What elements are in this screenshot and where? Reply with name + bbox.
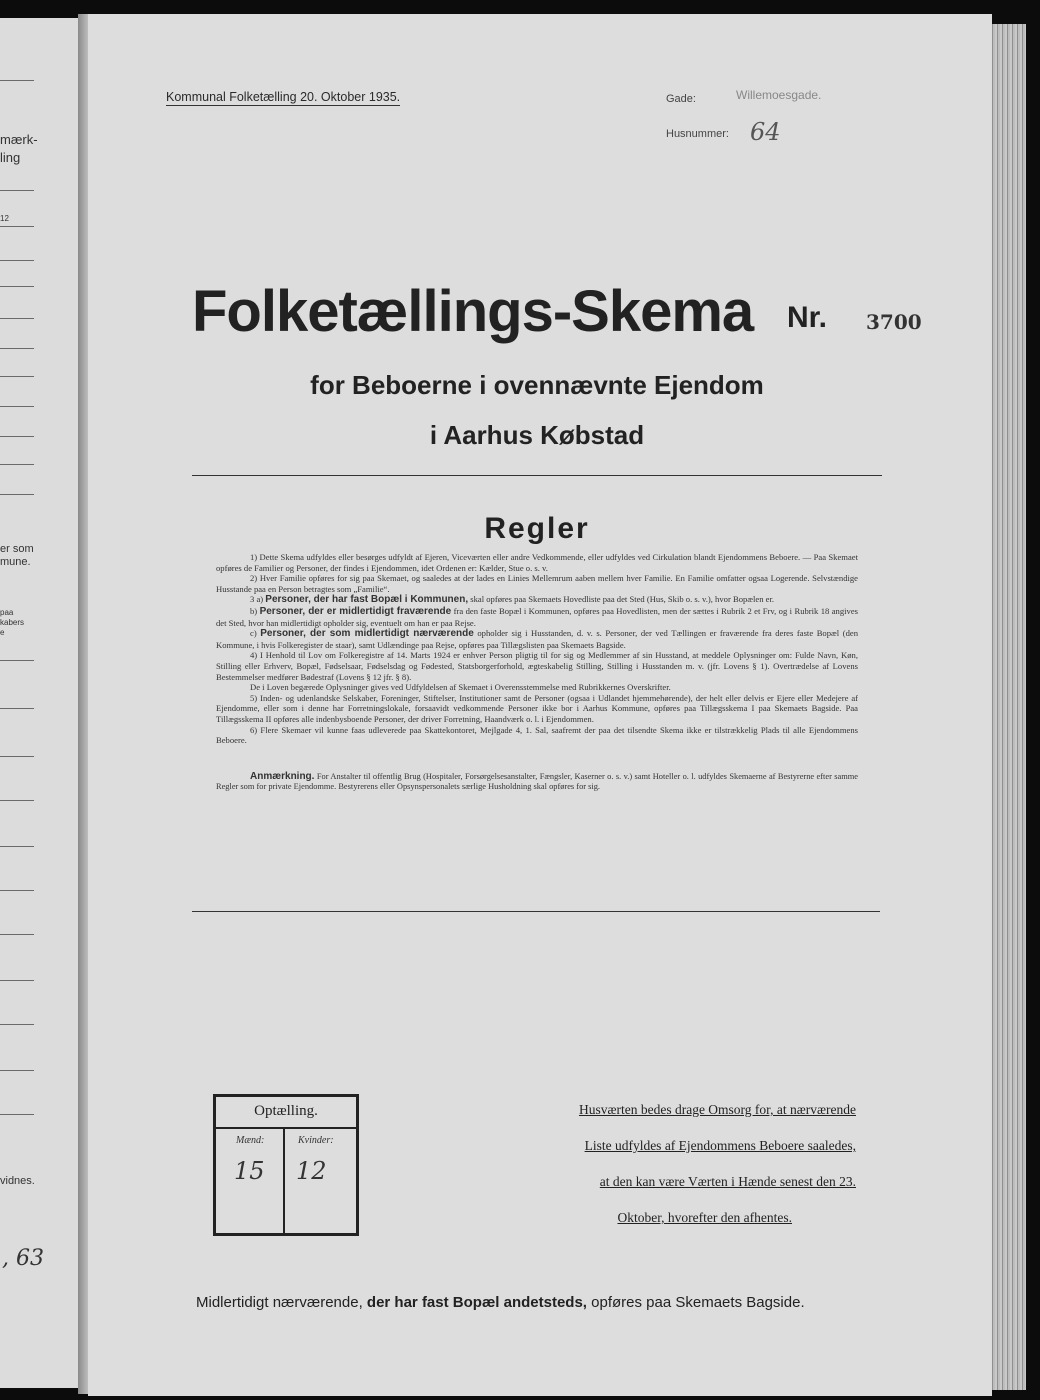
facing-page-text: mune. [0, 556, 31, 568]
count-box-title: Optælling. [254, 1103, 318, 1119]
ruled-line [0, 464, 34, 465]
ruled-line [0, 708, 34, 709]
rule-3c [216, 628, 858, 650]
ruled-line [0, 494, 34, 495]
count-box-separator [216, 1127, 356, 1129]
ruled-line [0, 436, 34, 437]
ruled-line [0, 190, 34, 191]
facing-page-text: kabers [0, 618, 25, 627]
facing-page-text: e [0, 628, 5, 637]
rule-3a [216, 594, 858, 606]
rule-prefix: c) [250, 628, 257, 639]
rule-text: opholder sig i Husstanden, d. v. s. Personer, der ved Tællingen er fraværende fra deres faste Bopæl (den Kommune, i hvis Folkeregister de staar), samt Udlændinge paa Rejse, opføres paa Tillægslisten paa Skemaets Bagside. [216, 628, 858, 650]
footer-part-3: opføres paa Skemaets Bagside. [591, 1294, 805, 1311]
rule-3b [216, 606, 858, 628]
women-label: Kvinder: [298, 1135, 334, 1146]
count-box [213, 1094, 359, 1236]
facing-page-fragment [0, 18, 80, 1388]
ruled-line [0, 376, 34, 377]
rule-4b: De i Loven begærede Oplysninger gives ved Udfyldelsen af Skemaet i Overensstemmelse med Rubrikkernes Overskrifter. [250, 682, 671, 693]
facing-page-text: 12 [0, 214, 9, 223]
facing-page-text: mærk- [0, 132, 38, 147]
form-subtitle-line1: for Beboerne i ovennævnte Ejendom [310, 370, 764, 400]
rule-prefix: b) [250, 605, 258, 616]
remark-label: Anmærkning. [250, 770, 315, 782]
facing-page-text: er som [0, 543, 34, 555]
rule-prefix: 3 a) [250, 594, 264, 605]
rule-1: 1) Dette Skema udfyldes eller besørges udfyldt af Ejeren, Viceværten eller andre Vedkommende, eller udfyldes ved Cirkulation blandt Ejendommens Beboere. — Paa Skemaet opføres de Familier og Personer, der findes i Ejendommen, idet Ordenen er: Kælder, Stue o. s. v. [216, 552, 858, 573]
instruction-line-1: Husværten bedes drage Omsorg for, at nærværende [578, 1102, 856, 1117]
street-label: Gade: [666, 93, 696, 105]
page-edges [990, 24, 1026, 1390]
instruction-line-4: Oktober, hvorefter den afhentes. [617, 1210, 792, 1225]
instruction-line-3: at den kan være Værten i Hænde senest den 23. [599, 1174, 856, 1189]
footer-part-2: der har fast Bopæl andetsteds, [366, 1294, 587, 1311]
form-subtitle-line2: i Aarhus Købstad [429, 420, 645, 450]
footer-note [196, 1294, 805, 1311]
rule-emphasis: Personer, der som midlertidigt nærværende [260, 628, 474, 640]
facing-page-text: ling [0, 150, 21, 165]
ruled-line [0, 80, 34, 81]
ruled-line [0, 846, 34, 847]
census-title: Kommunal Folketælling 20. Oktober 1935. [166, 90, 401, 104]
house-number-value: 64 [750, 118, 781, 146]
street-value: Willemoesgade. [736, 88, 822, 102]
divider [192, 475, 882, 476]
ruled-line [0, 1070, 34, 1071]
ruled-line [0, 226, 34, 227]
ruled-line [0, 980, 34, 981]
rule-text: fra den faste Bopæl i Kommunen, opføres paa Hovedlisten, men der sættes i Rubrik 2 et Frv, og i Rubrik 18 angives det Sted, hvor han midlertidigt opholder sig, eventuelt om han er paa Rejse. [216, 605, 858, 628]
remark-text: For Anstalter til offentlig Brug (Hospitaler, Forsørgelsesanstalter, Fængsler, Kaserner o. s. v.) samt Hoteller o. l. udfyldes Skemaerne af Bestyrerne efter samme Regler som for private Ejendomme. Bestyrerens eller Opsynspersonalets særlige Husholdning skal opføres for sig. [216, 771, 858, 792]
rule-6: 6) Flere Skemaer vil kunne faas udleverede paa Skattekontoret, Mejlgade 4, 1. Sal, saafremt der paa det tilsendte Skema ikke er tilstrækkelig Plads til alle Ejendommens Beboere. [216, 724, 858, 746]
remark [216, 772, 858, 793]
count-box-column-separator [283, 1127, 285, 1233]
ruled-line [0, 1024, 34, 1025]
ruled-line [0, 890, 34, 891]
handwritten-page-number: , 63 [2, 1246, 44, 1271]
ruled-line [0, 660, 34, 661]
facing-page-text: paa [0, 608, 14, 617]
ruled-line [0, 286, 34, 287]
nr-label: Nr. [787, 301, 828, 334]
footer-part-1: Midlertidigt nærværende, [196, 1294, 363, 1311]
rule-emphasis: Personer, der er midlertidigt fraværende [259, 605, 452, 617]
ruled-line [0, 348, 34, 349]
men-count: 15 [234, 1157, 265, 1185]
facing-page-text: vidnes. [0, 1175, 35, 1187]
rules-heading: Regler [484, 512, 590, 545]
ruled-line [0, 934, 34, 935]
house-number-label: Husnummer: [666, 128, 729, 140]
men-label: Mænd: [236, 1135, 265, 1146]
rule-5: 5) Inden- og udenlandske Selskaber, Foreninger, Stiftelser, Institutioner samt de Personer (ogsaa i Udlandet hjemmehørende), der helt eller delvis er Ejere eller Medejere af Ejendomme, eller som i denne har Forretningslokale, forsaavidt vedkommende Personer ikke bor i Aarhus Kommune, opføres paa Tillægsskema I paa Skemaets Bagside. Paa Tillægsskema II opføres alle indenbysboende Personer, der driver Forretning, Haandværk o. l. i Ejendommen. [216, 692, 858, 724]
women-count: 12 [296, 1157, 327, 1185]
divider [192, 911, 880, 912]
rule-text: skal opføres paa Skemaets Hovedliste paa det Sted (Hus, Skib o. s. v.), hvor Bopælen er. [470, 594, 775, 605]
rule-2: 2) Hver Familie opføres for sig paa Skemaet, og saaledes at der lades en Linies Mellemrum aaben mellem hver Familie. En Familie omfatter ogsaa Logerende. Selvstændige Husstande paa en Person betragtes som „Familie“. [216, 573, 858, 594]
ruled-line [0, 406, 34, 407]
ruled-line [0, 756, 34, 757]
form-title: Folketællings-Skema [192, 279, 754, 344]
form-number: 3700 [866, 310, 922, 334]
ruled-line [0, 318, 34, 319]
ruled-line [0, 800, 34, 801]
rules-text [216, 552, 858, 793]
ruled-line [0, 1114, 34, 1115]
rule-emphasis: Personer, der har fast Bopæl i Kommunen, [265, 594, 469, 606]
rule-4: 4) I Henhold til Lov om Folkeregistre af 14. Marts 1924 er enhver Person pligtig til for sig og Medlemmer af sin Husstand, at meddele Oplysninger om: Fulde Navn, Køn, Stilling eller Erhverv, Bopæl, Fødselsaar, Fødselsdag og Fødested, Statsborgerforhold, ægteskabelig Stilling, Stilling i Husstanden m. v. (jfr. Lovens § 1). Overtrædelse af Lovens Bestemmelser medfører Bødestraf (Lovens § 12 jfr. § 8). [216, 650, 858, 682]
ruled-line [0, 260, 34, 261]
instruction-line-2: Liste udfyldes af Ejendommens Beboere saaledes, [584, 1138, 856, 1153]
